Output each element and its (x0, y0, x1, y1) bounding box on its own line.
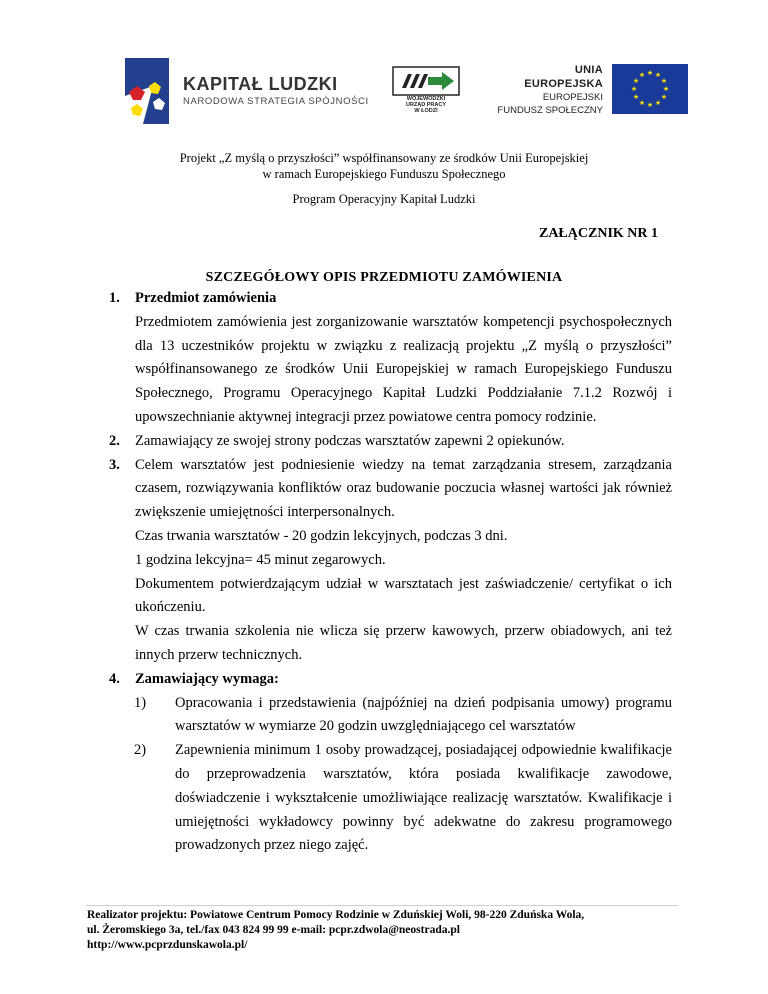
section-number: 2. (109, 432, 120, 449)
wup-line3: W ŁODZI (414, 108, 438, 114)
section-2 (109, 430, 672, 454)
kapital-ludzki-emblem-icon (123, 56, 171, 126)
certificate-text: Dokumentem potwierdzającym udział w warsztatach jest zaświadczenie/ certyfikat o ich ukończeniu. (135, 575, 672, 616)
eu-line2: EUROPEJSKI (542, 92, 603, 103)
section-text: Zamawiający ze swojej strony podczas warsztatów zapewni 2 opiekunów. (135, 432, 565, 449)
svg-text:★: ★ (638, 99, 646, 107)
breaks-text: W czas trwania szkolenia nie wlicza się przerw kawowych, przerw obiadowych, ani też innych przerw technicznych. (135, 623, 672, 663)
svg-text:★: ★ (630, 85, 638, 93)
project-line1: Projekt „Z myślą o przyszłości” współfinansowany ze środków Unii Europejskiej (179, 151, 589, 165)
document-title: SZCZEGÓŁOWY OPIS PRZEDMIOTU ZAMÓWIENIA (205, 270, 563, 285)
hour-definition: 1 godzina lekcyjna= 45 minut zegarowych. (135, 551, 386, 568)
wup-arrow-icon (392, 66, 460, 96)
wup-line1: WOJEWÓDZKI (406, 96, 446, 102)
eu-flag-icon (612, 64, 688, 114)
footer-divider (86, 905, 678, 906)
kapital-ludzki-subtitle: NARODOWA STRATEGIA SPÓJNOŚCI (183, 96, 369, 107)
section-4 (109, 668, 672, 858)
svg-text:★: ★ (632, 77, 640, 85)
document-body (109, 287, 672, 858)
section-number: 4. (109, 670, 120, 687)
requirement-item (134, 739, 672, 858)
project-line2: w ramach Europejskiego Funduszu Społecznego (262, 167, 506, 181)
svg-text:★: ★ (660, 93, 668, 101)
requirement-item (134, 692, 672, 740)
section-number: 1. (109, 290, 120, 306)
footer-line3: http://www.pcprzdunskawola.pl/ (87, 939, 248, 951)
header-logos (0, 54, 768, 134)
svg-text:★: ★ (646, 69, 654, 77)
item-number: 1) (134, 694, 147, 711)
svg-text:★: ★ (662, 85, 670, 93)
item-text: Zapewnienia minimum 1 osoby prowadzącej, posiadającej odpowiednie kwalifikacje do przeprowadzenia warsztatów, która posiada kwalifikacje zawodowe, doświadczenie i wykształcenie umożliwiające realizację warsztatów. Kwalifikacje i umiejętności wykładowcy powinny być adekwatne do zakresu programowego prowadzonych przez niego zajęć. (175, 742, 672, 854)
wup-caption (392, 96, 460, 114)
eu-fund-caption (497, 63, 603, 117)
kapital-ludzki-title: KAPITAŁ LUDZKI (183, 74, 338, 94)
wup-line2: URZĄD PRACY (405, 102, 447, 108)
section-text: Celem warsztatów jest podniesienie wiedzy na temat zarządzania stresem, zarządzania czasem, rozwiązywania konfliktów oraz budowanie poczucia własnej wartości jak również zwiększenie umiejętności interpersonalnych. (135, 456, 672, 521)
svg-text:★: ★ (654, 99, 662, 107)
duration-text: Czas trwania warsztatów - 20 godzin lekcyjnych, podczas 3 dni. (135, 527, 508, 544)
section-1 (109, 287, 672, 430)
program-name: Program Operacyjny Kapitał Ludzki (292, 192, 476, 206)
annex-label: ZAŁĄCZNIK NR 1 (538, 226, 658, 241)
section-3 (109, 454, 672, 668)
svg-text:★: ★ (646, 101, 654, 109)
section-number: 3. (109, 456, 120, 473)
project-info (0, 150, 768, 182)
svg-text:★: ★ (660, 77, 668, 85)
item-number: 2) (134, 742, 147, 759)
section-text: Przedmiotem zamówienia jest zorganizowanie warsztatów kompetencji psychospołecznych dla 13 uczestników projektu w związku z realizacją projektu „Z myślą o przyszłości” współfinansowanego ze środków Unii Europejskiej w ramach Europejskiego Funduszu Społecznego, Programu Operacyjnego Kapitał Ludzki Poddziałanie 7.1.2 Rozwój i upowszechnianie aktywnej integracji przez powiatowe centra pomocy rodzinie. (135, 313, 672, 425)
footer (87, 908, 687, 953)
kapital-ludzki-logo (123, 56, 393, 126)
footer-line2: ul. Żeromskiego 3a, tel./fax 043 824 99 99 e-mail: pcpr.zdwola@neostrada.pl (87, 924, 460, 936)
eu-line1: UNIA EUROPEJSKA (524, 64, 603, 90)
svg-text:★: ★ (638, 71, 646, 79)
section-heading: Przedmiot zamówienia (135, 290, 277, 306)
svg-text:★: ★ (632, 93, 640, 101)
svg-text:★: ★ (654, 71, 662, 79)
footer-line1: Realizator projektu: Powiatowe Centrum Pomocy Rodzinie w Zduńskiej Woli, 98-220 Zduńska Wola, (87, 909, 585, 921)
eu-line3: FUNDUSZ SPOŁECZNY (497, 105, 603, 116)
wup-lodz-logo (392, 66, 460, 116)
section-heading: Zamawiający wymaga: (135, 670, 279, 687)
item-text: Opracowania i przedstawienia (najpóźniej na dzień podpisania umowy) programu warsztatów w wymiarze 20 godzin uwzględniającego cel warsztatów (175, 694, 672, 735)
